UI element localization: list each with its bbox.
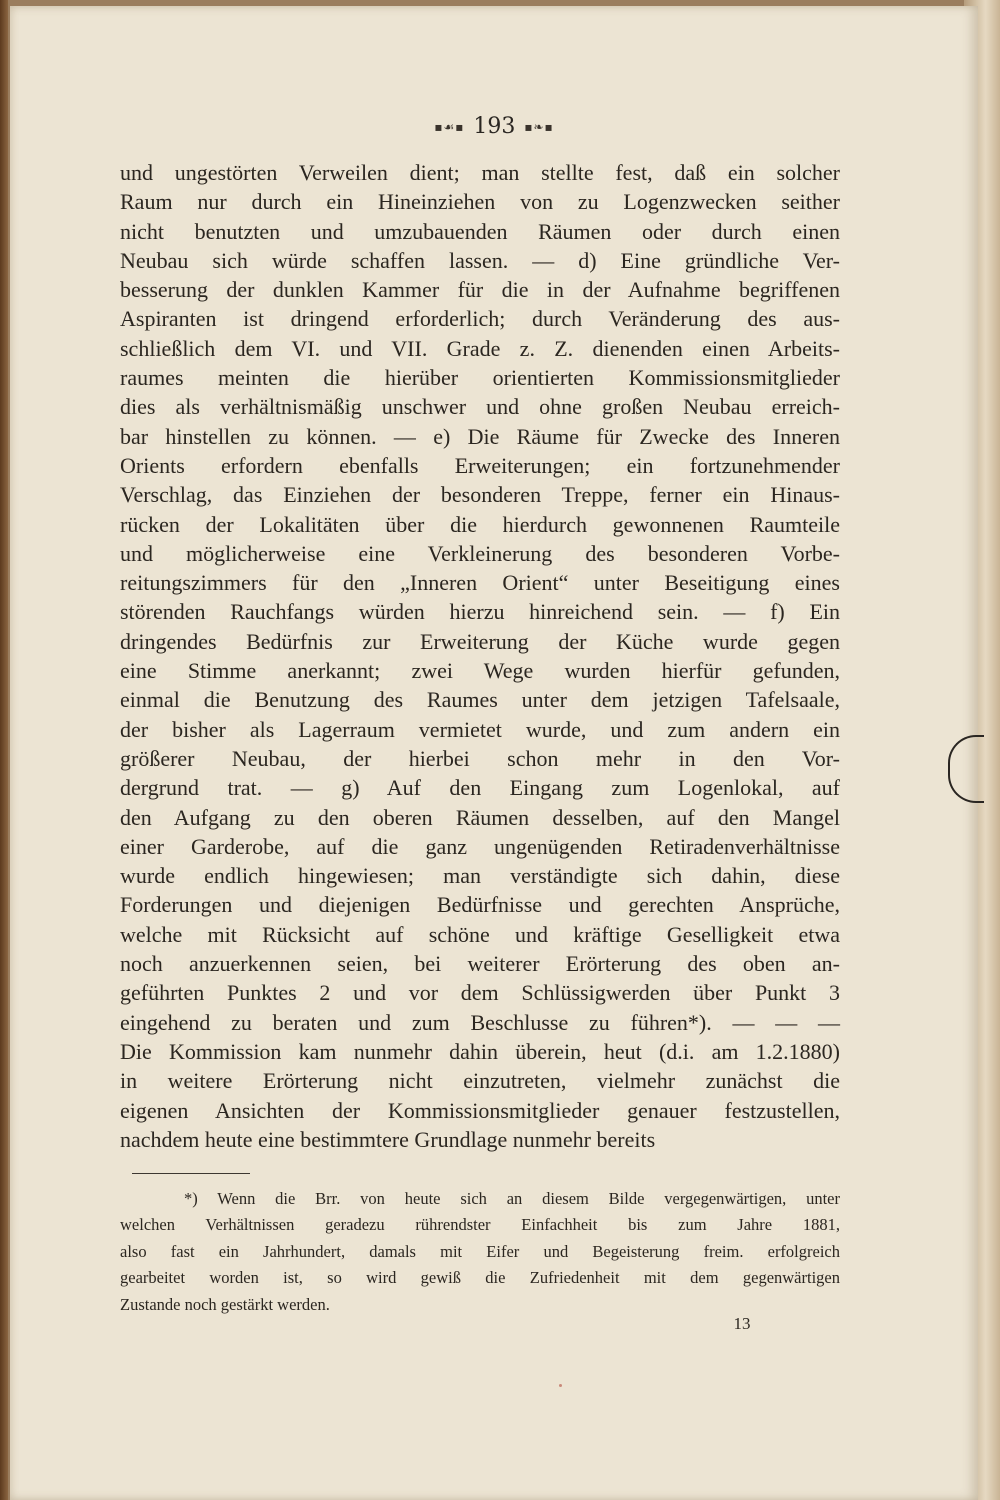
footnote xyxy=(120,1186,840,1318)
text-line: wurde endlich hingewiesen; man verständigte sich dahin, diese xyxy=(120,863,840,889)
text-line: in weitere Erörterung nicht einzutreten, vielmehr zunächst die xyxy=(120,1068,840,1094)
text-line: einmal die Benutzung des Raumes unter dem jetzigen Tafelsaale, xyxy=(120,687,840,713)
text-line: der bisher als Lagerraum vermietet wurde, und zum andern ein xyxy=(120,716,840,742)
signature-mark: 13 xyxy=(733,1314,751,1333)
text-line: bar hinstellen zu können. — e) Die Räume für Zwecke des Inneren xyxy=(120,423,840,449)
text-line: welche mit Rücksicht auf schöne und kräftige Geselligkeit etwa xyxy=(120,921,840,947)
text-line: dringendes Bedürfnis zur Erweiterung der Küche wurde gegen xyxy=(120,628,840,654)
footnote-line: *) Wenn die Brr. von heute sich an diesem Bilde vergegenwärtigen, unter xyxy=(184,1189,840,1208)
ornament-left: ▪☙▪ xyxy=(434,120,465,134)
text-line: Orients erfordern ebenfalls Erweiterungen; ein fortzunehmender xyxy=(120,452,840,478)
text-line: Raum nur durch ein Hineinziehen von zu Logenzwecken seither xyxy=(120,189,840,215)
book-page xyxy=(10,6,978,1500)
text-line: rücken der Lokalitäten über die hierdurch gewonnenen Raumteile xyxy=(120,511,840,537)
body-text xyxy=(120,158,840,1154)
text-line: Verschlag, das Einziehen der besonderen Treppe, ferner ein Hinaus- xyxy=(120,482,840,508)
text-line: geführten Punktes 2 und vor dem Schlüssigwerden über Punkt 3 xyxy=(120,980,840,1006)
text-line: eigenen Ansichten der Kommissionsmitglieder genauer festzustellen, xyxy=(120,1097,840,1123)
page-clip xyxy=(948,735,984,803)
footnote-line: Zustande noch gestärkt werden. xyxy=(120,1294,330,1314)
text-line: reitungszimmers für den „Inneren Orient“ unter Beseitigung eines xyxy=(120,570,840,596)
text-line: eingehend zu beraten und zum Beschlusse zu führen*). — — — xyxy=(120,1009,840,1035)
binding-ribbon xyxy=(0,0,8,1500)
text-line: und ungestörten Verweilen dient; man stellte fest, daß ein solcher xyxy=(120,160,840,185)
paper-spot xyxy=(559,1384,562,1387)
text-line: Aspiranten ist dringend erforderlich; durch Veränderung des aus- xyxy=(120,306,840,332)
footnote-rule xyxy=(132,1173,250,1174)
text-line: Neubau sich würde schaffen lassen. — d) Eine gründliche Ver- xyxy=(120,247,840,273)
text-line: störenden Rauchfangs würden hierzu hinreichend sein. — f) Ein xyxy=(120,599,840,625)
text-line: den Aufgang zu den oberen Räumen desselben, auf den Mangel xyxy=(120,804,840,830)
text-line: nachdem heute eine bestimmtere Grundlage nunmehr bereits xyxy=(120,1126,656,1152)
text-line: dies als verhältnismäßig unschwer und ohne großen Neubau erreich- xyxy=(120,394,840,420)
text-line: noch anzuerkennen seien, bei weiterer Erörterung des oben an- xyxy=(120,951,840,977)
footnote-line: also fast ein Jahrhundert, damals mit Eifer und Begeisterung freim. erfolgreich xyxy=(120,1241,840,1261)
text-line: Die Kommission kam nunmehr dahin überein, heut (d.i. am 1.2.1880) xyxy=(120,1038,840,1064)
text-line: schließlich dem VI. und VII. Grade z. Z. dienenden einen Arbeits- xyxy=(120,335,840,361)
text-line: Forderungen und diejenigen Bedürfnisse und gerechten Ansprüche, xyxy=(120,892,840,918)
text-line: dergrund trat. — g) Auf den Eingang zum Logenlokal, auf xyxy=(120,775,840,801)
running-head xyxy=(10,114,978,139)
text-line: einer Garderobe, auf die ganz ungenügenden Retiradenverhältnisse xyxy=(120,833,840,859)
text-line: raumes meinten die hierüber orientierten Kommissionsmitglieder xyxy=(120,365,840,391)
footnote-line: gearbeitet worden ist, so wird gewiß die Zufriedenheit mit dem gegenwärtigen xyxy=(120,1268,840,1288)
text-line: größerer Neubau, der hierbei schon mehr in den Vor- xyxy=(120,745,840,771)
text-line: eine Stimme anerkannt; zwei Wege wurden hierfür gefunden, xyxy=(120,658,840,684)
text-line: nicht benutzten und umzubauenden Räumen oder durch einen xyxy=(120,218,840,244)
text-line: und möglicherweise eine Verkleinerung des besonderen Vorbe- xyxy=(120,540,840,566)
text-line: besserung der dunklen Kammer für die in der Aufnahme begriffenen xyxy=(120,277,840,303)
footnote-line: welchen Verhältnissen geradezu rührendster Einfachheit bis zum Jahre 1881, xyxy=(120,1215,840,1235)
page-number: 193 xyxy=(473,114,516,139)
ornament-right: ▪❧▪ xyxy=(524,120,554,134)
